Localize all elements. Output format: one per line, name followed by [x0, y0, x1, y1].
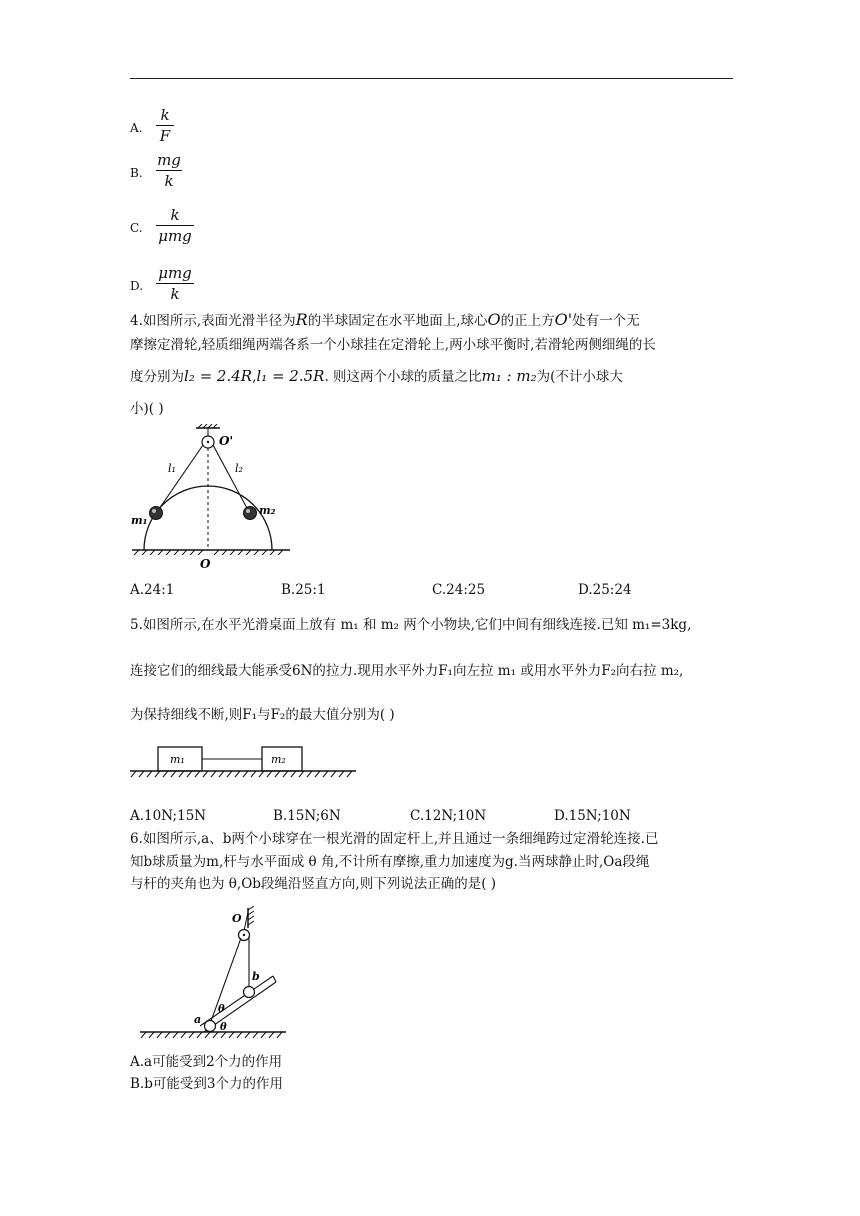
q3-option-b-letter: B.	[130, 166, 143, 180]
fig-label-o-pulley: O	[232, 912, 242, 925]
fig-label-block-m1: m₁	[170, 753, 185, 766]
q6-option-b: B.b可能受到3个力的作用	[130, 1076, 283, 1092]
q4-text-line4: 小)( )	[130, 401, 164, 417]
ball-m2-icon	[244, 507, 257, 520]
q3-option-c-fraction: k μmg	[156, 206, 194, 245]
q4-hemisphere-figure	[128, 424, 298, 574]
fig-label-theta-2: θ	[220, 1022, 227, 1033]
fig-label-l1: l₁	[168, 462, 176, 475]
fig-label-m1: m₁	[131, 514, 148, 527]
q4-option-a: A.24:1	[130, 582, 175, 598]
q5-option-b: B.15N;6N	[273, 808, 341, 824]
fig-label-l2: l₂	[235, 462, 243, 475]
q3-option-d-fraction: μmg k	[156, 264, 194, 303]
q6-rod-pulley-figure	[138, 906, 288, 1042]
header-rule	[130, 78, 733, 79]
q4-option-b: B.25:1	[281, 582, 326, 598]
q3-option-b-fraction: mg k	[157, 151, 181, 190]
ball-a-icon	[205, 1021, 216, 1032]
q5-text-line2: 连接它们的细线最大能承受6N的拉力.现用水平外力F₁向左拉 m₁ 或用水平外力F₂向右拉 m₂,	[130, 663, 684, 679]
fig-label-b: b	[252, 970, 260, 983]
fig-label-block-m2: m₂	[271, 753, 286, 766]
q5-option-a: A.10N;15N	[130, 808, 207, 824]
q4-text-line2: 摩擦定滑轮,轻质细绳两端各系一个小球挂在定滑轮上,两小球平衡时,若滑轮两侧细绳的长	[130, 337, 656, 353]
q5-option-d: D.15N;10N	[554, 808, 631, 824]
q5-text-line3: 为保持细线不断,则F₁与F₂的最大值分别为( )	[130, 707, 395, 723]
fig-label-a: a	[194, 1013, 202, 1026]
q6-text-line2: 知b球质量为m,杆与水平面成 θ 角,不计所有摩擦,重力加速度为g.当两球静止时,Oa段绳	[130, 854, 650, 870]
fig-label-m2: m₂	[259, 504, 276, 517]
q4-text-line1: 4.如图所示,表面光滑半径为R的半球固定在水平地面上,球心O的正上方O'处有一个无	[130, 310, 640, 329]
q4-option-c: C.24:25	[432, 582, 486, 598]
q6-text-line3: 与杆的夹角也为 θ,Ob段绳沿竖直方向,则下列说法正确的是( )	[130, 876, 497, 892]
q3-option-a-letter: A.	[130, 121, 143, 135]
fig-label-oprime: O'	[219, 434, 234, 448]
q4-option-d: D.25:24	[578, 582, 632, 598]
q5-option-c: C.12N;10N	[410, 808, 487, 824]
q6-option-a: A.a可能受到2个力的作用	[130, 1054, 283, 1070]
q5-blocks-figure	[128, 736, 360, 782]
ball-b-icon	[244, 987, 255, 998]
fig-label-o: O	[200, 557, 211, 571]
q3-option-a-fraction: k F	[156, 106, 174, 145]
q6-text-line1: 6.如图所示,a、b两个小球穿在一根光滑的固定杆上,并且通过一条细绳跨过定滑轮连接.已	[130, 831, 659, 847]
q3-option-d-letter: D.	[130, 279, 144, 293]
q4-text-line3: 度分别为l₂ = 2.4R,l₁ = 2.5R. 则这两个小球的质量之比m₁ : m₂为(不计小球大	[130, 367, 623, 385]
fig-label-theta-1: θ	[218, 1004, 225, 1015]
q3-option-c-letter: C.	[130, 221, 143, 235]
ball-m1-icon	[150, 507, 163, 520]
q5-text-line1: 5.如图所示,在水平光滑桌面上放有 m₁ 和 m₂ 两个小物块,它们中间有细线连接.已知 m₁=3kg,	[130, 617, 692, 633]
